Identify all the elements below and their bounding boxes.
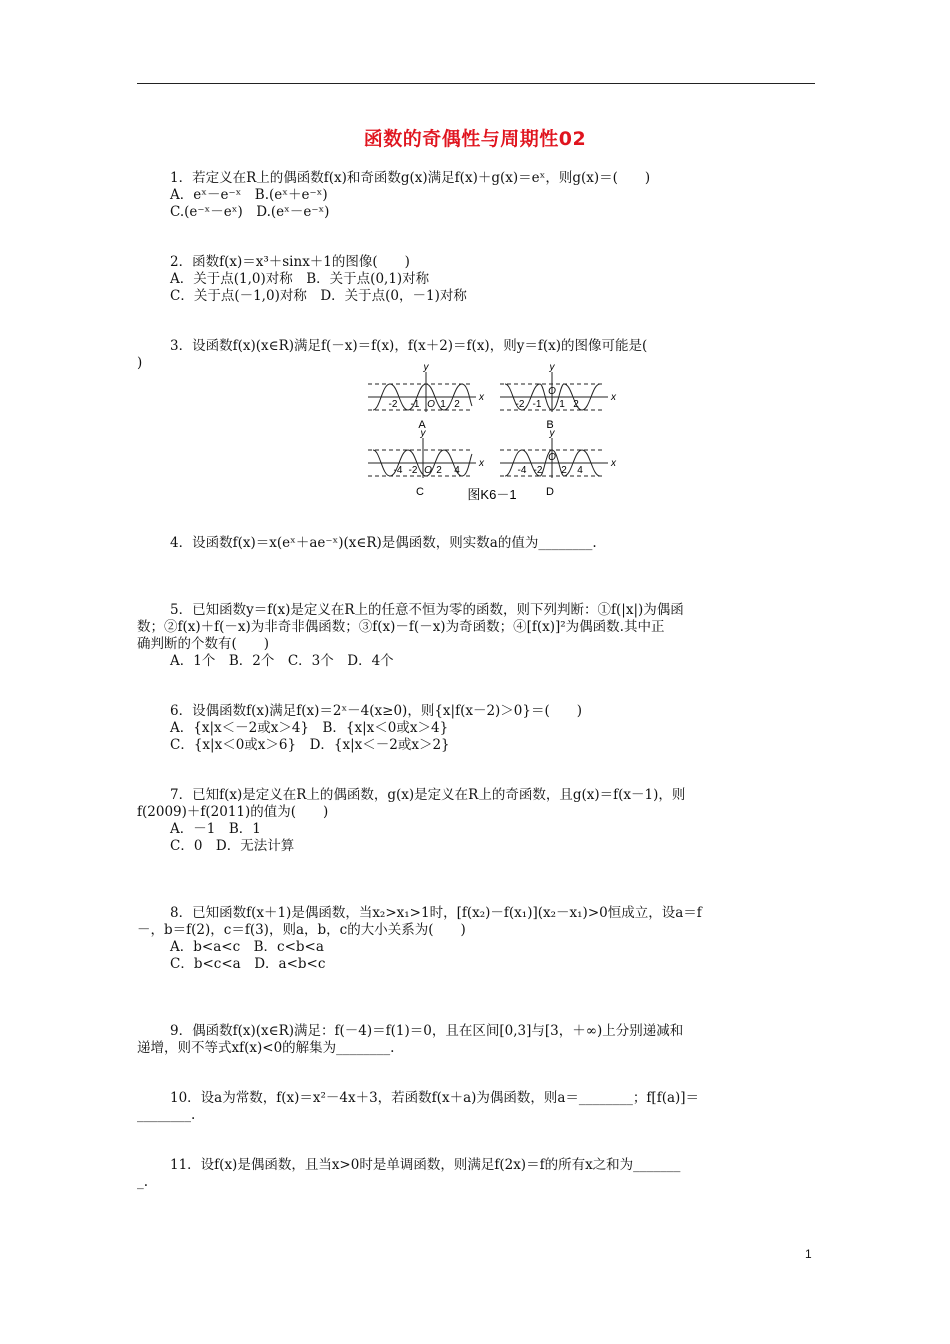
option-line: C．b<c<a D．a<b<c [170,956,326,972]
tick-label: -2 [515,399,525,410]
figure-caption: 图K6－1 [467,487,517,502]
question-stem: 11．设f(x)是偶函数，且当x>0时是单调函数，则满足f(2x)＝f的所有x之和为_______ [170,1157,681,1173]
axis-y-label: y [423,362,429,373]
axis-x-label: x [479,392,484,403]
question-11 [137,1157,815,1191]
question-stem: 1．若定义在R上的偶函数f(x)和奇函数g(x)满足f(x)＋g(x)＝eˣ，则g(x)＝( ) [170,170,651,186]
tick-label: 2 [436,465,442,476]
tick-label: 2 [573,399,579,410]
question-stem: 6．设偶函数f(x)满足f(x)＝2ˣ－4(x≥0)，则{x|f(x－2)＞0}＝( ) [170,703,583,719]
question-stem-continued: 确判断的个数有( ) [137,636,270,652]
axis-x-label: x [479,458,484,469]
question-stem-continued: 数；②f(x)＋f(－x)为非奇非偶函数；③f(x)－f(－x)为奇函数；④[f(x)]²为偶函数.其中正 [137,619,665,635]
question-stem-continued: f(2009)＋f(2011)的值为( ) [137,804,329,820]
question-7 [137,787,815,855]
page-title: 函数的奇偶性与周期性02 [363,128,587,150]
option-line: A．－1 B．1 [170,821,261,837]
question-stem-continued: －，b＝f(2)，c＝f(3)，则a，b，c的大小关系为( ) [137,922,466,938]
option-line: C．关于点(－1,0)对称 D．关于点(0，－1)对称 [170,288,467,304]
question-10 [137,1090,815,1124]
option-line: A．1个 B．2个 C．3个 D．4个 [170,653,394,669]
panel-b [500,362,617,431]
question-4 [170,535,815,552]
panel-label: B [546,419,554,431]
question-list [137,170,815,1191]
tick-label: O [424,465,432,476]
axis-y-label: y [549,362,555,373]
question-stem: 3．设函数f(x)(x∈R)满足f(－x)＝f(x)，f(x＋2)＝f(x)，则y＝f(x)的图像可能是( [170,338,648,354]
panel-label: C [416,486,424,498]
question-stem: 2．函数f(x)＝x³＋sinx＋1的图像( ) [170,254,410,270]
figure-k6-1-svg [170,362,815,512]
question-9 [137,1023,815,1057]
question-5 [137,602,815,670]
option-line: A．关于点(1,0)对称 B．关于点(0,1)对称 [170,271,430,287]
axis-x-label: x [611,458,616,469]
tick-label: 2 [454,399,460,410]
tick-label: O [548,452,556,463]
question-8 [137,905,815,973]
axis-y-label: y [420,428,426,439]
option-line: A．b<a<c B．c<b<a [170,939,324,955]
question-1 [170,170,815,221]
question-stem-continued: _. [137,1174,149,1190]
question-stem-continued: ________. [137,1107,196,1123]
panel-a [368,362,485,431]
panel-label: D [546,486,554,498]
option-line: A．eˣ－e⁻ˣ B.(eˣ＋e⁻ˣ) [170,187,328,203]
panel-label: A [418,419,426,431]
tick-label: -2 [533,465,543,476]
question-stem: 9．偶函数f(x)(x∈R)满足：f(－4)＝f(1)＝0，且在区间[0,3]与[3，＋∞)上分别递减和 [170,1023,684,1039]
axis-y-label: y [549,428,555,439]
tick-label: 4 [577,465,583,476]
option-line: C．{x|x＜0或x＞6} D．{x|x＜－2或x＞2} [170,737,450,753]
tick-label: -2 [408,465,418,476]
tick-label: 1 [559,399,565,410]
question-stem-continued: 递增，则不等式xf(x)<0的解集为________. [137,1040,395,1056]
question-2 [170,254,815,305]
tick-label: 1 [440,399,446,410]
option-line: A．{x|x＜－2或x＞4} B．{x|x＜0或x＞4} [170,720,449,736]
question-6 [170,703,815,754]
tick-label: 4 [454,465,460,476]
figure-k6-1 [170,362,815,512]
question-stem: 7．已知f(x)是定义在R上的偶函数，g(x)是定义在R上的奇函数，且g(x)＝f(x－1)，则 [170,787,686,803]
question-3 [137,338,815,512]
tick-label: O [427,399,435,410]
tick-label: -1 [532,399,542,410]
question-stem-continued: ) [137,355,143,371]
question-stem: 4．设函数f(x)＝x(eˣ＋ae⁻ˣ)(x∈R)是偶函数，则实数a的值为________. [170,535,597,551]
panel-d [500,428,617,498]
question-stem: 8．已知函数f(x＋1)是偶函数，当x₂>x₁>1时，[f(x₂)－f(x₁)](x₂－x₁)>0恒成立，设a＝f [170,905,702,921]
option-line: C.(e⁻ˣ－eˣ) D.(eˣ－e⁻ˣ) [170,204,330,220]
tick-label: -4 [517,465,527,476]
tick-label: -4 [393,465,403,476]
question-stem: 10．设a为常数，f(x)＝x²－4x＋3，若函数f(x＋a)为偶函数，则a＝________；f[f(a)]＝ [170,1090,700,1106]
axis-x-label: x [611,392,616,403]
question-stem: 5．已知函数y＝f(x)是定义在R上的任意不恒为零的函数，则下列判断：①f(|x|)为偶函 [170,602,684,618]
tick-label: -1 [410,399,420,410]
page-number: 1 [805,1247,812,1261]
tick-label: -2 [388,399,398,410]
header-rule [137,83,815,84]
tick-label: O [548,386,556,397]
tick-label: 2 [561,465,567,476]
option-line: C．0 D．无法计算 [170,838,295,854]
